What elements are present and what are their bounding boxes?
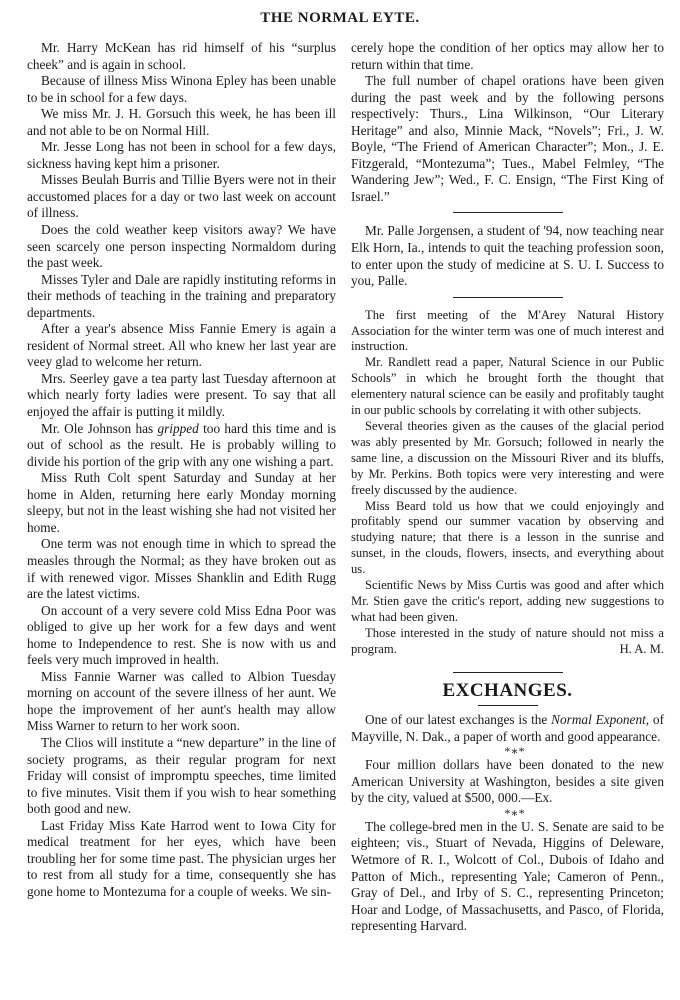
news-item: Mr. Harry McKean has rid himself of his “surplus cheek” and is again in school.	[27, 40, 336, 72]
news-item: The full number of chapel orations have been given during the past week and by the following persons respectively: Thurs., Lina Wilkinson, “Our Literary Heritage” and also, Minnie Mack, “Novels”; Fri., J. W. Boyle, “The Friend of American Character”; Mon., J. E. Fitzgerald, “Montezuma”; Tues., Mabel Felmley, “The Wandering Jew”; Wed., F. C. Ensign, “The First King of Israel.”	[351, 73, 664, 204]
section-heading: EXCHANGES.	[442, 679, 573, 701]
page-header-title: THE NORMAL EYTE.	[260, 10, 420, 26]
news-item: After a year's absence Miss Fannie Emery is again a resident of Normal street. All who knew her last year are veey glad to welcome her return.	[27, 321, 336, 370]
divider	[453, 297, 563, 298]
exchange-item: Four million dollars have been donated to the new American University at Washington, besides a site given by the city, valued at $500, 000.—Ex.	[351, 757, 664, 806]
news-item: Does the cold weather keep visitors away? We have seen scarcely one person inspecting Normaldom during the past week.	[27, 222, 336, 271]
asterism: *∗*	[504, 805, 525, 820]
report-paragraph: Miss Beard told us how that we could enjoyingly and profitably spend our summer vacation by observing and studying nature; that there is a lesson in the sunrise and sunset, in the clouds, flowers, insects, and everything about us.	[351, 498, 664, 577]
news-item: Mr. Palle Jorgensen, a student of '94, now teaching near Elk Horn, Ia., intends to quit the teaching profession soon, to enter upon the study of medicine at S. U. I. Success to you, Palle.	[351, 223, 664, 289]
news-item: The Clios will institute a “new departure” in the line of society programs, as their regular program for next Friday will consist of impromptu speeches, time limited to five minutes. Visit them if you wish to hear something both good and new.	[27, 734, 336, 817]
report-paragraph: Mr. Randlett read a paper, Natural Science in our Public Schools” in which he brought forth the thought that elementery natural science can be easily and profitably taught in our public schools by correlating it with other subjects.	[351, 355, 664, 418]
news-item: Miss Ruth Colt spent Saturday and Sunday at her home in Alden, returning here early Monday morning sleepy, but not in the least wishing she had not visited her home.	[27, 470, 336, 535]
right-column	[351, 40, 664, 935]
news-item: Mr. Jesse Long has not been in school for a few days, sickness having kept him a prisoner.	[27, 139, 336, 171]
report-paragraph: The first meeting of the M'Arey Natural History Association for the winter term was one of much interest and instruction.	[351, 307, 664, 354]
exchange-item	[351, 712, 664, 745]
text: too hard this time and is out of school as the result. He is probably willing to divide his portion of the grip with any one wishing a part.	[27, 420, 336, 469]
report-paragraph: Several theories given as the causes of the glacial period was ably presented by Mr. Gorsuch; followed in nearly the same line, a discussion on the Missouri River and its bluffs, by Mr. Perkins. Both topics were very interesting and were freely discussed by the audience.	[351, 419, 664, 497]
news-item: One term was not enough time in which to spread the measles through the Normal; as they have broken out as if with renewed vigor. Misses Shanklin and Edith Rugg are the latest victims.	[27, 536, 336, 602]
text: of Mayville, N. Dak., a paper of worth and good appearance.	[351, 712, 665, 744]
news-item: Miss Fannie Warner was called to Albion Tuesday morning on account of the severe illness of her aunt. We hope the improvement of her aunt's health may allow Miss Warner to return to her work soon.	[27, 668, 336, 734]
news-item: Misses Tyler and Dale are rapidly instituting reforms in their methods of teaching in the training and preparatory departments.	[27, 271, 336, 320]
divider	[478, 705, 538, 706]
text: Those interested in the study of nature should not miss a program.	[351, 625, 664, 656]
news-item: Last Friday Miss Kate Harrod went to Iowa City for medical treatment for her eyes, which have been troubling her for some time past. The physician urges her to rest from all study for a time, consequently she has gone home to Montezuma for a couple of weeks. We sin-	[27, 817, 336, 899]
news-item: We miss Mr. J. H. Gorsuch this week, he has been ill and not able to be on Normal Hill.	[27, 106, 336, 138]
report-paragraph: Scientific News by Miss Curtis was good and after which Mr. Stien gave the critic's report, adding new suggestions to what had been given.	[351, 578, 664, 624]
news-item	[27, 421, 336, 471]
news-item: On account of a very severe cold Miss Edna Poor was obliged to give up her work for a few days and went home to Independence to rest. She is now with us and feels very much improved in health.	[27, 602, 336, 668]
signature: H. A. M.	[619, 641, 664, 656]
divider	[453, 672, 563, 673]
text: One of our latest exchanges is the	[365, 712, 552, 728]
news-item: Mrs. Seerley gave a tea party last Tuesday afternoon at which nearly forty ladies were present. To say that all enjoyed the affair is putting it mildly.	[27, 370, 336, 420]
text: Mr. Ole Johnson has	[41, 420, 158, 436]
italic-word: gripped	[157, 420, 199, 436]
italic-title: Normal Exponent,	[551, 712, 650, 728]
left-column	[27, 40, 336, 900]
divider	[453, 212, 563, 213]
news-item: Misses Beulah Burris and Tillie Byers were not in their accustomed places for a day or two last week on account of illness.	[27, 172, 336, 221]
news-item-continued: cerely hope the condition of her optics may allow her to return within that time.	[351, 40, 664, 72]
news-item: Because of illness Miss Winona Epley has been unable to be in school for a few days.	[27, 73, 336, 105]
society-report	[351, 308, 664, 658]
exchange-item: The college-bred men in the U. S. Senate are said to be eighteen; vis., Stuart of Nevada, Higgins of Deleware, Wetmore of R. I., Wolcott of Col., Dubois of Idaho and Patton of Mich., representing Yale; Cameron of Penn., Gray of Del., and Irby of S. C., representing Princeton; Hoar and Lodge, of Massachusetts, and Pasco, of Florida, representing Harvard.	[351, 818, 664, 934]
report-paragraph	[351, 626, 664, 658]
asterism: *∗*	[504, 744, 525, 759]
